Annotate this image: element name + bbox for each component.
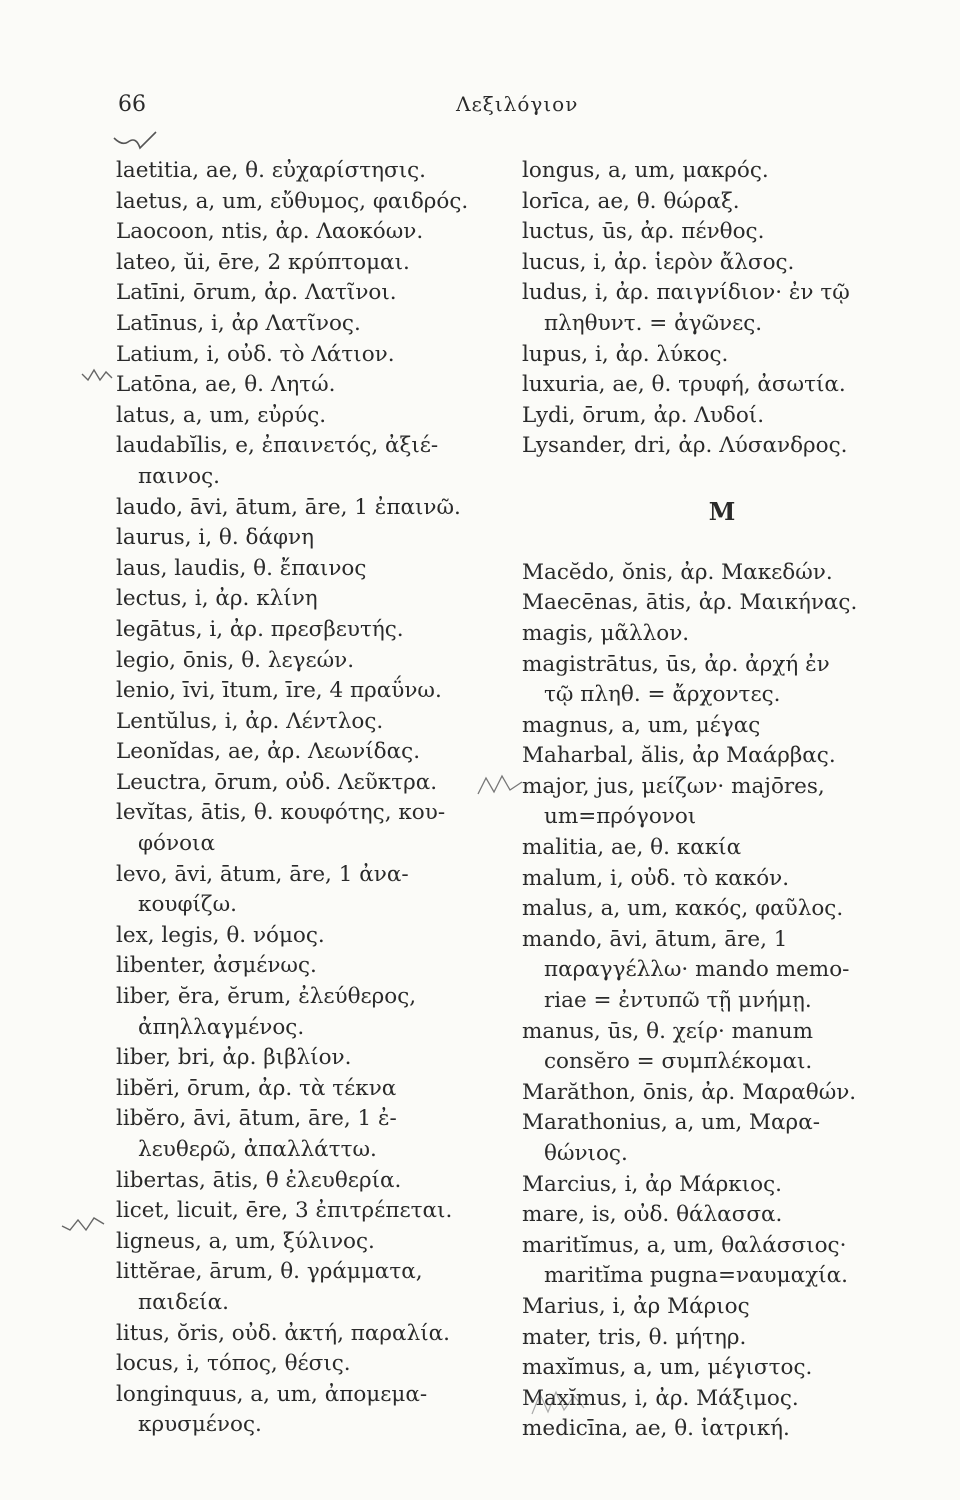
dictionary-entry: magistrātus, ūs, ἀρ. ἀρχή ἐν	[522, 651, 830, 677]
dictionary-entry-continuation: παραγγέλλω· mando memo-	[544, 957, 850, 983]
dictionary-entry-continuation: maritĭma pugna=ναυμαχία.	[544, 1263, 848, 1289]
dictionary-entry: Laocoon, ntis, ἀρ. Λαοκόων.	[116, 219, 424, 245]
dictionary-entry: Latōna, ae, θ. Λητώ.	[116, 372, 336, 398]
dictionary-entry: lorīca, ae, θ. θώραξ.	[522, 188, 740, 214]
dictionary-entry: lex, legis, θ. νόμος.	[116, 922, 325, 948]
dictionary-entry: luxuria, ae, θ. τρυφή, ἀσωτία.	[522, 372, 846, 398]
dictionary-entry: ligneus, a, um, ξύλινος.	[116, 1228, 375, 1254]
dictionary-entry: Maxĭmus, i, ἀρ. Μάξιμος.	[522, 1385, 799, 1411]
dictionary-entry: lenio, īvi, ītum, īre, 4 πραΰνω.	[116, 678, 442, 704]
dictionary-entry: manus, ūs, θ. χείρ· manum	[522, 1018, 813, 1044]
dictionary-entry: medicīna, ae, θ. ἰατρική.	[522, 1416, 790, 1442]
dictionary-entry: Leuctra, ōrum, οὐδ. Λεῦκτρα.	[116, 769, 438, 795]
dictionary-entry: Lysander, dri, ἀρ. Λύσανδρος.	[522, 433, 848, 459]
dictionary-entry: libĕri, ōrum, ἀρ. τὰ τέκνα	[116, 1075, 397, 1101]
dictionary-entry: Maharbal, ălis, ἀρ Μαάρβας.	[522, 743, 836, 769]
dictionary-entry: laetitia, ae, θ. εὐχαρίστησις.	[116, 158, 427, 183]
dictionary-entry: licet, licuit, ēre, 3 ἐπιτρέπεται.	[116, 1198, 453, 1224]
dictionary-entry: Latīni, ōrum, ἀρ. Λατῖνοι.	[116, 280, 397, 306]
dictionary-entry: locus, i, τόπος, θέσις.	[116, 1351, 351, 1377]
dictionary-entry: legātus, i, ἀρ. πρεσβευτής.	[116, 616, 404, 642]
dictionary-entry: lucus, i, ἀρ. ἱερὸν ἄλσος.	[522, 249, 795, 275]
dictionary-entry: Lentŭlus, i, ἀρ. Λέντλος.	[116, 708, 384, 734]
dictionary-entry: malum, i, οὐδ. τὸ κακόν.	[522, 865, 790, 891]
dictionary-entry: Macĕdo, ŏnis, ἀρ. Μακεδών.	[522, 559, 833, 585]
dictionary-entry: Lydi, ōrum, ἀρ. Λυδοί.	[522, 402, 765, 428]
section-spacer	[522, 527, 922, 558]
dictionary-entry-continuation: um=πρόγονοι	[544, 804, 697, 830]
page-header	[0, 92, 960, 128]
dictionary-entry: mater, tris, θ. μήτηρ.	[522, 1324, 747, 1350]
dictionary-entry: laetus, a, um, εὔθυμος, φαιδρός.	[116, 188, 469, 214]
left-column	[116, 156, 506, 1441]
dictionary-entry-continuation: riae = ἐντυπῶ τῇ μνήμῃ.	[544, 988, 812, 1014]
dictionary-entry: legio, ōnis, θ. λεγεών.	[116, 647, 355, 673]
dictionary-entry: mare, is, οὐδ. θάλασσα.	[522, 1202, 783, 1228]
dictionary-entry-continuation: κρυσμένος.	[138, 1412, 262, 1438]
dictionary-entry: latus, a, um, εὐρύς.	[116, 402, 327, 428]
dictionary-entry-continuation: κουφίζω.	[138, 892, 237, 918]
dictionary-entry: liber, ĕra, ĕrum, ἐλεύθερος,	[116, 984, 417, 1010]
dictionary-entry: luctus, ūs, ἀρ. πένθος.	[522, 219, 765, 245]
dictionary-entry: lateo, ŭi, ēre, 2 κρύπτομαι.	[116, 249, 410, 275]
dictionary-entry: laus, laudis, θ. ἔπαινος	[116, 555, 367, 581]
dictionary-entry-continuation: πληθυντ. = ἀγῶνες.	[544, 310, 763, 336]
dictionary-entry: laudabĭlis, e, ἐπαινετός, ἀξιέ-	[116, 433, 439, 459]
dictionary-entry-continuation: λευθερῶ, ἀπαλλάττω.	[138, 1137, 377, 1162]
dictionary-entry: Marathonius, a, um, Μαρα-	[522, 1110, 820, 1136]
right-column	[522, 156, 922, 1445]
section-letter-heading: M	[708, 496, 736, 526]
dictionary-entry: Latīnus, i, ἀρ Λατῖνος.	[116, 310, 361, 336]
dictionary-entry-continuation: παιδεία.	[138, 1289, 229, 1315]
pencil-squiggle-mark	[60, 1214, 110, 1234]
dictionary-entry: malus, a, um, κακός, φαῦλος.	[522, 896, 844, 922]
dictionary-entry: laurus, i, θ. δάφνη	[116, 525, 314, 551]
dictionary-entry: ludus, i, ἀρ. παιγνίδιον· ἐν τῷ	[522, 280, 850, 306]
dictionary-entry: mando, āvi, ātum, āre, 1	[522, 926, 788, 952]
dictionary-entry: Marăthon, ōnis, ἀρ. Μαραθών.	[522, 1079, 857, 1105]
dictionary-entry: major, jus, μείζων· majōres,	[522, 773, 825, 799]
dictionary-entry: libertas, ātis, θ ἐλευθερία.	[116, 1167, 402, 1193]
dictionary-entry: longus, a, um, μακρός.	[522, 158, 769, 183]
dictionary-entry: lupus, i, ἀρ. λύκος.	[522, 341, 729, 367]
dictionary-entry: malitia, ae, θ. κακία	[522, 835, 742, 861]
dictionary-entry-continuation: φόνοια	[138, 831, 215, 857]
dictionary-entry: maxĭmus, a, um, μέγιστος.	[522, 1355, 813, 1381]
dictionary-entry: laudo, āvi, ātum, āre, 1 ἐπαινῶ.	[116, 494, 461, 520]
dictionary-entry: litus, ŏris, οὐδ. ἀκτή, παραλία.	[116, 1320, 450, 1346]
dictionary-entry: magis, μᾶλλον.	[522, 620, 690, 646]
page-number: 66	[118, 92, 146, 117]
pencil-tick-mark	[112, 128, 172, 158]
dictionary-entry: Marcius, i, ἀρ Μάρκιος.	[522, 1171, 782, 1197]
dictionary-entry: magnus, a, um, μέγας	[522, 712, 761, 738]
dictionary-entry: liber, bri, ἀρ. βιβλίον.	[116, 1045, 352, 1071]
dictionary-entry: levo, āvi, ātum, āre, 1 ἀνα-	[116, 861, 409, 887]
running-title: Λεξιλόγιον	[456, 92, 579, 116]
dictionary-entry-continuation: τῷ πληθ. = ἄρχοντες.	[544, 682, 781, 708]
dictionary-entry: Marius, i, ἀρ Μάριος	[522, 1293, 750, 1319]
dictionary-entry: levĭtas, ātis, θ. κουφότης, κου-	[116, 800, 446, 826]
dictionary-entry: maritĭmus, a, um, θαλάσσιος·	[522, 1232, 847, 1258]
dictionary-entry: Leonĭdas, ae, ἀρ. Λεωνίδας.	[116, 739, 421, 765]
dictionary-entry-continuation: θώνιος.	[544, 1141, 628, 1166]
dictionary-entry: libĕro, āvi, ātum, āre, 1 ἐ-	[116, 1106, 397, 1132]
dictionary-entry-continuation: παινος.	[138, 463, 220, 489]
dictionary-entry: littĕrae, ārum, θ. γράμματα,	[116, 1259, 423, 1285]
dictionary-entry: Maecēnas, ātis, ἀρ. Μαικήνας.	[522, 590, 858, 616]
dictionary-entry-continuation: consĕro = συμπλέκομαι.	[544, 1049, 813, 1075]
dictionary-entry: lectus, i, ἀρ. κλίνη	[116, 586, 318, 612]
dictionary-entry-continuation: ἀπηλλαγμένος.	[138, 1014, 305, 1040]
section-spacer	[522, 462, 922, 493]
dictionary-entry: Latium, i, οὐδ. τὸ Λάτιον.	[116, 341, 395, 367]
pencil-squiggle-mark	[80, 366, 116, 386]
dictionary-entry: libenter, ἀσμένως.	[116, 953, 317, 979]
dictionary-entry: longinquus, a, um, ἀπομεμα-	[116, 1381, 428, 1407]
